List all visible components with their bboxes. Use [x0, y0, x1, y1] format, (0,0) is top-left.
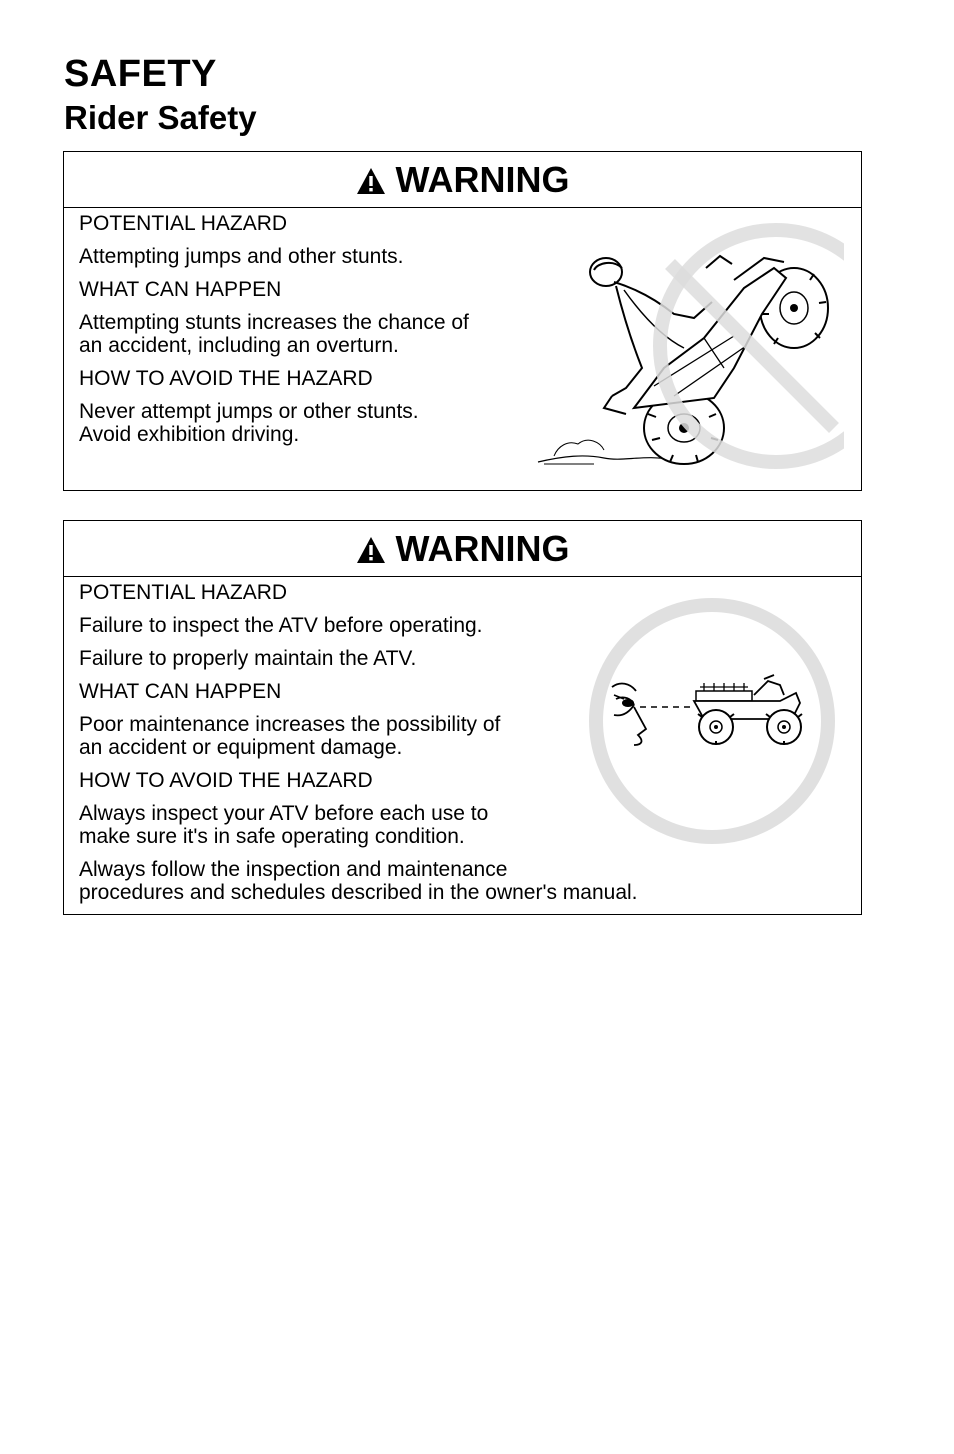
warning-header — [64, 152, 861, 208]
page-title: SAFETY — [64, 53, 217, 95]
hazard-text: Attempting jumps and other stunts. — [79, 245, 404, 268]
no-stunts-atv-illustration — [534, 218, 844, 478]
warning-box-stunts — [63, 151, 862, 491]
hazard-text: Failure to inspect the ATV before operating. — [79, 614, 483, 637]
warning-heading: WARNING — [395, 527, 570, 569]
avoidance-text: Always follow the inspection and maintenance procedures and schedules described in the owner's manual. — [79, 858, 638, 904]
hazard-text: Failure to properly maintain the ATV. — [79, 647, 417, 670]
avoidance-label: HOW TO AVOID THE HAZARD — [79, 769, 373, 792]
page-subtitle: Rider Safety — [64, 99, 257, 136]
warning-triangle-icon — [356, 536, 386, 564]
warning-header — [64, 521, 861, 577]
warning-heading: WARNING — [395, 158, 570, 200]
consequence-text: Poor maintenance increases the possibility of an accident or equipment damage. — [79, 713, 501, 759]
hazard-label: POTENTIAL HAZARD — [79, 212, 288, 235]
avoidance-text: Never attempt jumps or other stunts. Avoid exhibition driving. — [79, 400, 419, 446]
consequence-label: WHAT CAN HAPPEN — [79, 680, 282, 703]
consequence-text: Attempting stunts increases the chance of an accident, including an overturn. — [79, 311, 469, 357]
avoidance-label: HOW TO AVOID THE HAZARD — [79, 367, 373, 390]
hazard-label: POTENTIAL HAZARD — [79, 581, 288, 604]
inspect-atv-illustration — [584, 595, 844, 850]
avoidance-text: Always inspect your ATV before each use to make sure it's in safe operating condition. — [79, 802, 489, 848]
consequence-label: WHAT CAN HAPPEN — [79, 278, 282, 301]
warning-box-inspection — [63, 520, 862, 915]
warning-triangle-icon — [356, 167, 386, 195]
